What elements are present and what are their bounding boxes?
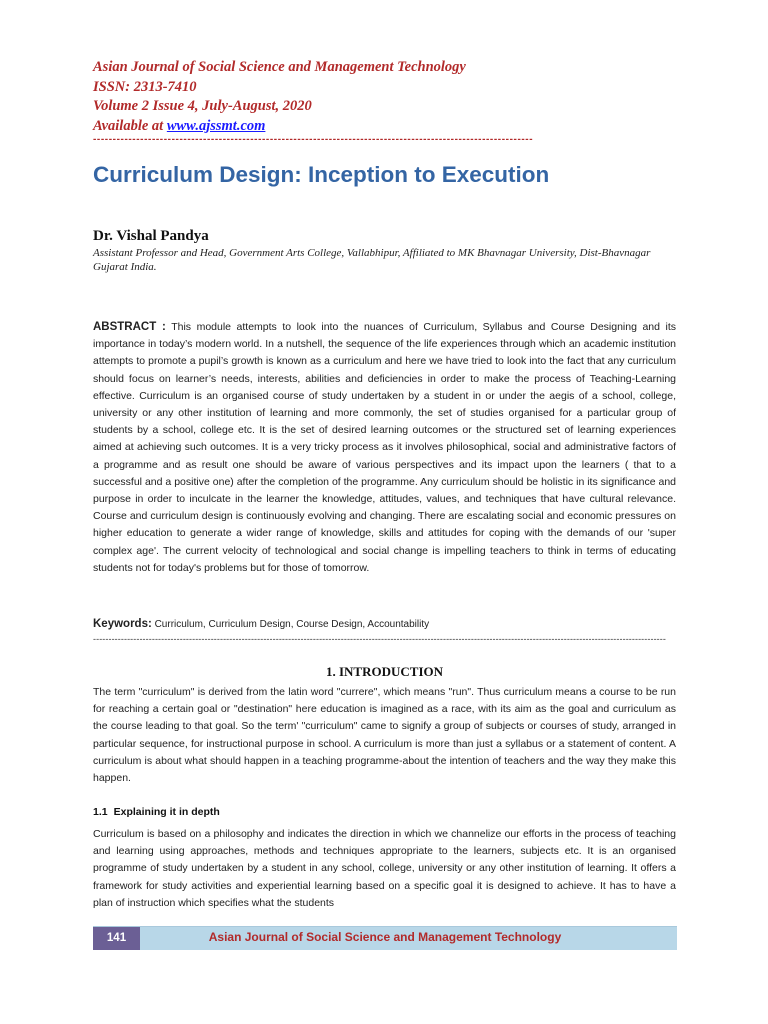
author-name: Dr. Vishal Pandya [93,228,209,244]
author-affiliation: Assistant Professor and Head, Government Arts College, Vallabhipur, Affiliated to MK Bhavnagar University, Dist-Bhavnagar Gujarat India. [93,247,651,273]
journal-masthead [93,58,693,136]
section-heading-introduction: 1. INTRODUCTION [325,664,443,679]
journal-issn: ISSN: 2313-7410 [93,78,197,95]
keywords-label: Keywords: [93,618,152,630]
available-prefix: Available at [93,117,164,134]
introduction-text: The term "curriculum" is derived from the latin word "currere", which means "run". Thus curriculum means a course to be run for reaching a certain goal or "destination" here education is imagined as a race, with its aim as the goal and curriculum as the course leading to that goal. So the term' "curriculum" came to signify a group of subjects or courses of study, arranged in particular sequence, for instructional purpose in school. A curriculum is more than just a syllabus or a statement of content. A curriculum is about what should happen in a teaching programme-about the intention of teachers and the way they make this happen. [93,686,676,785]
subsection-number: 1.1 [93,806,108,818]
page-number: 141 [93,927,140,950]
footer-journal-name: Asian Journal of Social Science and Management Technology [208,930,562,944]
subsection-text: Curriculum is based on a philosophy and indicates the direction in which we channelize our efforts in the process of teaching and learning using approaches, methods and techniques appropriate to the learners, subjects etc. It is an organised programme of study undertaken by a student in any school, college, university or any other institution of learning. It offers a framework for study activities and experiential learning based on a specific goal it is designed to achieve. It has to have a plan of instruction which specifies what the students [93,828,676,909]
journal-name: Asian Journal of Social Science and Management Technology [93,59,466,75]
keywords-text: Curriculum, Curriculum Design, Course Design, Accountability [154,619,430,630]
page-footer [93,926,677,950]
subsection-title: Explaining it in depth [113,806,220,818]
abstract-label: ABSTRACT : [93,321,166,333]
separator-mid: ----------------------------------------------------------------------------------------------------------------------------------------------------------------------------------------- [93,634,666,644]
paper-title: Curriculum Design: Inception to Execution [93,162,550,187]
abstract-text: This module attempts to look into the nuances of Curriculum, Syllabus and Course Designing and its importance in today’s modern world. In a nutshell, the sequence of the life experiences through which an academic institution attempts to promote a pupil’s growth is known as a curriculum and here we have tried to look into the fact that any curriculum should focus on learner’s needs, interests, abilities and deficiencies in order to make the process of Teaching-Learning effective. Curriculum is an organised course of study undertaken by a student in or under the aegis of a school, college, university or any other institution of learning and more commonly, the set of studies organised for a particular group of students by a school, college etc. It is the set of desired learning outcomes or the structured set of learning experiences aimed at achieving such outcomes. It is a very tricky process as it involves philosophical, social and administrative factors of a programme and as result one should be aware of various perspectives and its impact upon the learners ( that to a successful and a positive one) after the completion of the programme. Any curriculum should be holistic in its significance and purpose in order to inculcate in the learner the knowledge, attitudes, values, and techniques that have cultural relevance. Course and curriculum design is continuously evolving and changing. There are escalating social and economic pressures on higher education to generate a wider range of knowledge, skills and attitudes for coping with the demands of our 'super complex age'. The current velocity of technological and social change is impelling teachers to think in terms of educating students not for today's problems but for those of tomorrow. [93,321,676,574]
journal-url-link[interactable]: www.ajssmt.com [166,117,266,134]
abstract [93,319,676,577]
subsection-heading [93,806,220,818]
separator-top: ---------------------------------------------------------------------------------------------------------------- [93,134,534,145]
keywords [93,618,676,630]
journal-volume: Volume 2 Issue 4, July-August, 2020 [93,98,312,114]
